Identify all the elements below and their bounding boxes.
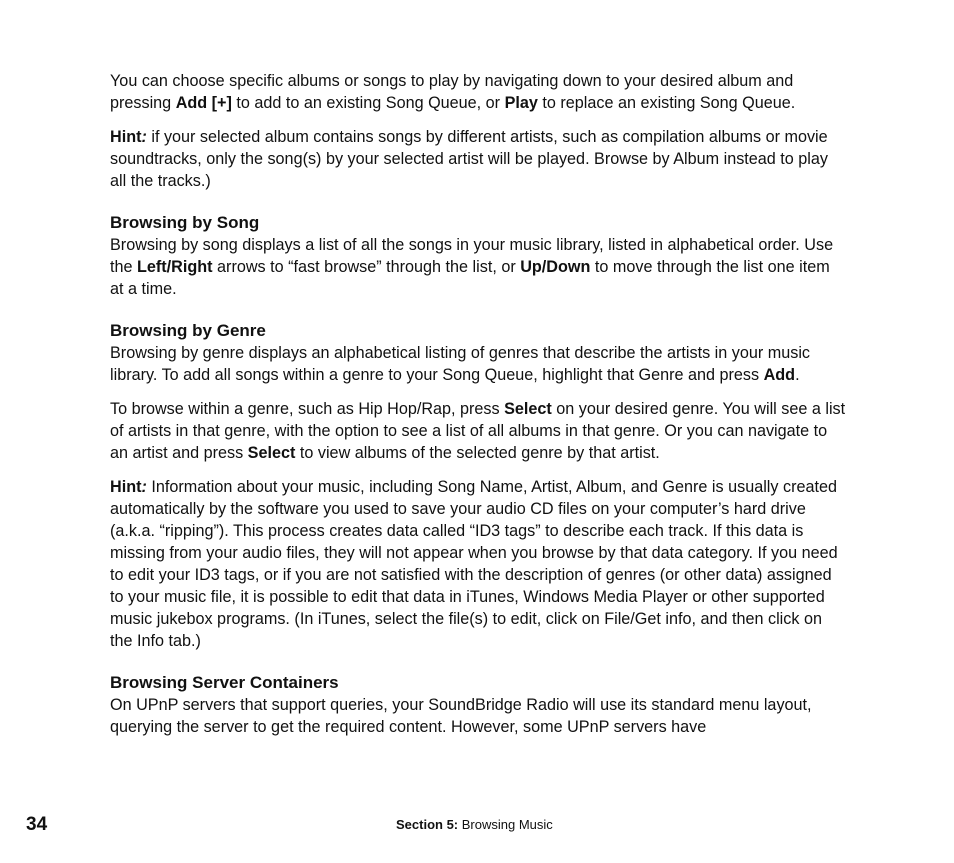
text-run: arrows to “fast browse” through the list, or	[212, 258, 521, 276]
text-run: Browsing by genre displays an alphabetical listing of genres that describe the artists in your music library. To add all songs within a genre to your Song Queue, highlight that Genre and press	[110, 344, 811, 384]
text-run: Browsing by song displays a list of all the songs in your music library, listed in alphabetical order. Use the	[110, 236, 834, 276]
text-run: To browse within a genre, such as Hip Hop/Rap, press	[110, 400, 505, 418]
hint-paragraph-id3	[110, 476, 846, 652]
hint-paragraph-album	[110, 126, 846, 192]
text-run: on your desired genre. You will see a list of artists in that genre, with the option to see a list of all albums in that genre. Or you can navigate to an artist and press	[110, 400, 846, 462]
page-number: 34	[26, 814, 48, 835]
section-label	[396, 816, 553, 834]
text-run: to move through the list one item at a time.	[110, 258, 830, 298]
page-footer	[0, 812, 954, 838]
heading-browsing-server-containers: Browsing Server Containers	[110, 673, 339, 692]
add-key-label: Add [+]	[175, 94, 232, 112]
hint-colon: :	[141, 478, 147, 496]
heading-browsing-by-genre: Browsing by Genre	[110, 321, 266, 340]
server-paragraph: On UPnP servers that support queries, your SoundBridge Radio will use its standard menu layout, querying the server to get the required content. However, some UPnP servers have	[110, 696, 812, 736]
text-run: to add to an existing Song Queue, or	[231, 94, 505, 112]
section-title: Browsing Music	[458, 817, 553, 832]
text-run: You can choose specific albums or songs to play by navigating down to your desired album and pressing	[110, 72, 794, 112]
select-key-label: Select	[247, 444, 296, 462]
add-key-label: Add	[763, 366, 796, 384]
up-down-key-label: Up/Down	[520, 258, 591, 276]
select-key-label: Select	[504, 400, 552, 418]
play-key-label: Play	[504, 94, 538, 112]
text-run: to replace an existing Song Queue.	[537, 94, 796, 112]
section-number: Section 5:	[396, 817, 459, 832]
heading-browsing-by-song: Browsing by Song	[110, 213, 260, 232]
hint-colon: :	[141, 128, 147, 146]
text-run: if your selected album contains songs by different artists, such as compilation albums or movie soundtracks, only the song(s) by your selected artist will be played. Browse by Album instead to play all the tracks.)	[110, 128, 829, 190]
text-run: .	[795, 366, 800, 384]
hint-label: Hint	[110, 128, 142, 146]
intro-paragraph	[110, 70, 846, 114]
left-right-key-label: Left/Right	[137, 258, 213, 276]
page-content	[110, 70, 846, 738]
hint-label: Hint	[110, 478, 142, 496]
text-run: to view albums of the selected genre by that artist.	[295, 444, 660, 462]
genre-browse-paragraph	[110, 398, 846, 464]
genre-paragraph	[110, 342, 846, 386]
text-run: Information about your music, including Song Name, Artist, Album, and Genre is usually created automatically by the software you used to save your audio CD files on your computer’s hard drive (a.k.a. “ripping”). This process creates data called “ID3 tags” to describe each track. If this data is missing from your audio files, they will not appear when you browse by that data category. If you need to edit your ID3 tags, or if you are not satisfied with the description of genres (or other data) assigned to your music file, it is possible to edit that data in iTunes, Windows Media Player or other supported music jukebox programs. (In iTunes, select the file(s) to edit, click on File/Get info, and then click on the Info tab.)	[110, 478, 838, 650]
song-paragraph	[110, 234, 846, 300]
